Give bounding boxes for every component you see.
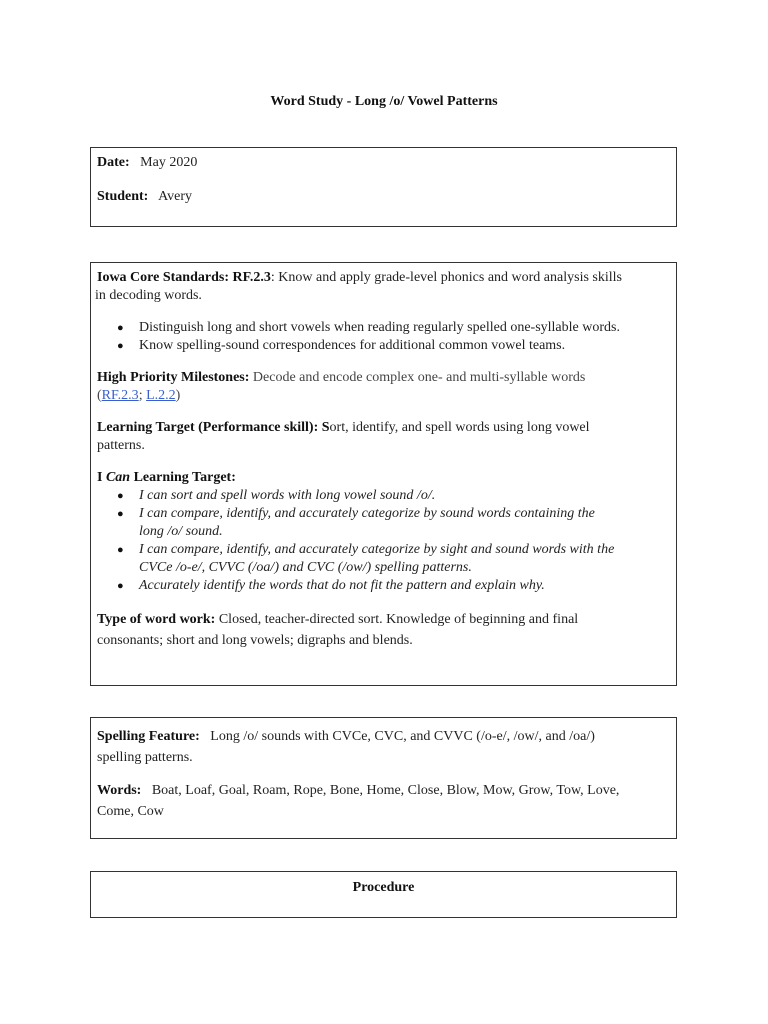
words-label: Words: [97,783,142,798]
procedure-box [90,871,677,918]
standards-code: RF.2.3 [232,270,271,285]
procedure-heading: Procedure [352,880,415,895]
standards-line2: in decoding words. [95,288,202,303]
date-row [97,154,670,172]
learning-target-text: ort, identify, and spell words using long vowel [329,420,590,435]
list-item: ● I can compare, identify, and accurately categorize by sound words containing the long /o/ sound. [117,505,670,541]
learning-target-line2: patterns. [97,438,145,453]
date-value: May 2020 [140,155,198,170]
document-title: Word Study - Long /o/ Vowel Patterns [270,94,498,109]
standard-link-rf23[interactable]: RF.2.3 [101,388,139,403]
words-line2: Come, Cow [97,804,164,819]
list-item: ● Know spelling-sound correspondences for additional common vowel teams. [117,337,670,355]
spelling-line1 [97,726,670,747]
word-work-line2: consonants; short and long vowels; digraphs and blends. [97,633,413,648]
milestones-text: Decode and encode complex one- and multi-syllable words [252,370,586,385]
list-item: ● I can compare, identify, and accurately categorize by sight and sound words with the CVCe /o-e/, CVVC (/oa/) and CVC (/ow/) spelling patterns. [117,541,670,577]
standard-link-l22[interactable]: L.2.2 [146,388,176,403]
ican-bullet-list [95,487,670,595]
words-line1 [97,780,670,801]
word-work-line1 [95,609,670,630]
spelling-box [90,717,677,839]
standards-line1 [95,269,670,287]
word-work-label: Type of word work: [97,612,216,627]
ican-can: Can [105,470,131,485]
learning-target-line1 [95,419,670,437]
student-value: Avery [158,189,193,204]
words-text: Boat, Loaf, Goal, Roam, Rope, Bone, Home, Close, Blow, Mow, Grow, Tow, Love, [151,783,620,798]
date-label: Date: [97,155,130,170]
student-row [97,188,670,206]
standards-box [90,262,677,686]
milestones-line2: (RF.2.3; L.2.2) [97,388,181,403]
list-item: ● Distinguish long and short vowels when reading regularly spelled one-syllable words. [117,319,670,337]
word-work-text: Closed, teacher-directed sort. Knowledge of beginning and final [218,612,579,627]
list-item: ● Accurately identify the words that do not fit the pattern and explain why. [117,577,670,595]
learning-target-label: Learning Target (Performance skill): S [97,420,330,435]
ican-heading: I Can Learning Target: [97,470,236,485]
spelling-line2: spelling patterns. [97,750,193,765]
standards-label: Iowa Core Standards: [97,270,229,285]
student-label: Student: [97,189,149,204]
list-item: ● I can sort and spell words with long vowel sound /o/. [117,487,670,505]
standards-bullet-list [95,319,670,355]
spelling-label: Spelling Feature: [97,729,200,744]
spelling-text: Long /o/ sounds with CVCe, CVC, and CVVC (/o-e/, /ow/, and /oa/) [210,729,595,744]
milestones-label: High Priority Milestones: [97,370,250,385]
standards-text: : Know and apply grade-level phonics and word analysis skills [270,270,622,285]
milestones-line1 [95,369,670,387]
info-box [90,147,677,227]
